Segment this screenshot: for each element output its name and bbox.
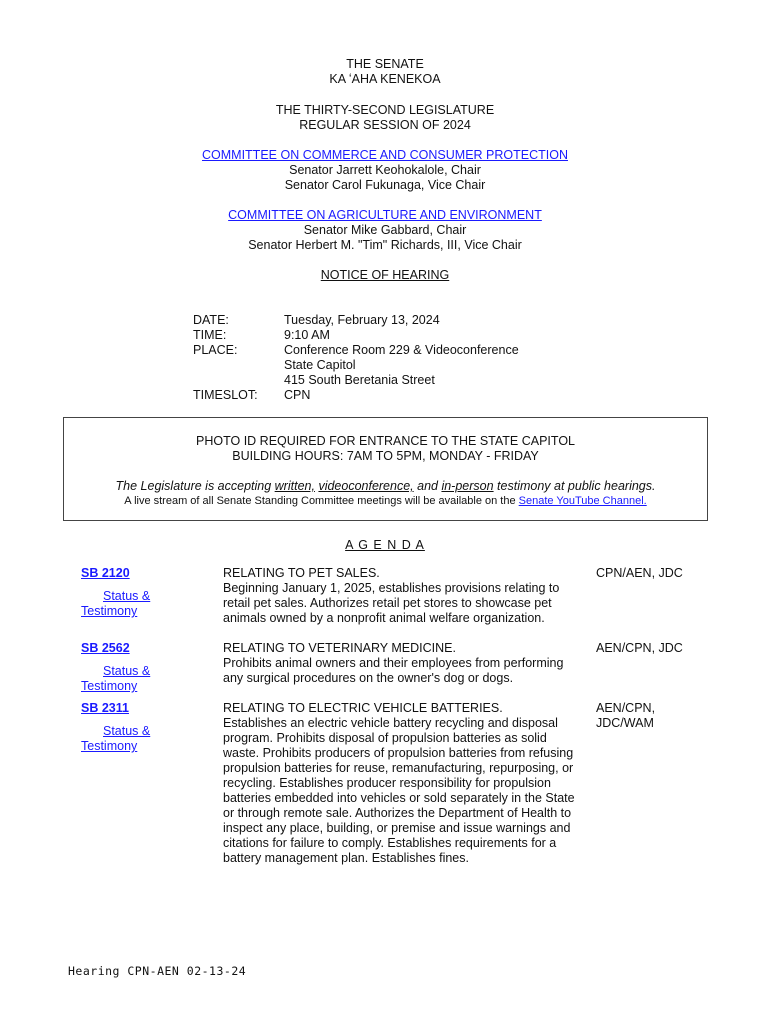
bill-title: RELATING TO ELECTRIC VEHICLE BATTERIES. xyxy=(223,701,503,715)
date-value: Tuesday, February 13, 2024 xyxy=(284,313,440,327)
bill-link-sb2562[interactable]: SB 2562 xyxy=(81,641,130,655)
hearing-footer: Hearing CPN-AEN 02-13-24 xyxy=(68,964,247,978)
committee-aen-chair: Senator Mike Gabbard, Chair xyxy=(303,223,467,237)
photo-id-notice: PHOTO ID REQUIRED FOR ENTRANCE TO THE STATE CAPITOL xyxy=(196,434,575,448)
bill-link-sb2311[interactable]: SB 2311 xyxy=(81,701,129,715)
notice-title: NOTICE OF HEARING xyxy=(320,268,450,282)
timeslot-label: TIMESLOT: xyxy=(193,388,258,402)
building-hours-notice: BUILDING HOURS: 7AM TO 5PM, MONDAY - FRIDAY xyxy=(232,449,539,463)
bill-link-sb2120[interactable]: SB 2120 xyxy=(81,566,130,580)
bill-referral: AEN/CPN, JDC xyxy=(596,641,683,655)
senate-youtube-link[interactable]: Senate YouTube Channel. xyxy=(518,495,647,507)
testimony-notice: The Legislature is accepting written, videoconference, and in-person testimony at public hearings. xyxy=(115,479,656,493)
live-stream-notice: A live stream of all Senate Standing Committee meetings will be available on the Senate YouTube Channel. xyxy=(124,495,647,507)
committee-aen xyxy=(0,208,770,253)
bill-description: RELATING TO PET SALES. Beginning January 1, 2025, establishes provisions relating to retail pet sales. Authorizes retail pet stores to showcase pet animals owned by a nonprofit animal welfare organization. xyxy=(223,566,583,626)
place-value-1: Conference Room 229 & Videoconference xyxy=(284,343,519,357)
session-title: REGULAR SESSION OF 2024 xyxy=(299,118,471,132)
place-value-3: 415 South Beretania Street xyxy=(284,373,435,387)
bill-description: RELATING TO VETERINARY MEDICINE. Prohibits animal owners and their employees from performing any surgical procedures on the owner's dog or dogs. xyxy=(223,641,583,686)
senate-title: THE SENATE xyxy=(346,57,424,71)
status-testimony-link[interactable]: Status & Testimony xyxy=(81,664,151,693)
status-testimony-link[interactable]: Status & Testimony xyxy=(81,724,151,753)
time-label: TIME: xyxy=(193,328,227,342)
committee-aen-vice-chair: Senator Herbert M. "Tim" Richards, III, Vice Chair xyxy=(248,238,522,252)
bill-referral: CPN/AEN, JDC xyxy=(596,566,683,580)
status-testimony-link[interactable]: Status & Testimony xyxy=(81,589,151,618)
place-label: PLACE: xyxy=(193,343,238,357)
in-person-testimony-link[interactable]: in-person xyxy=(441,479,494,493)
session-header xyxy=(0,103,770,133)
date-label: DATE: xyxy=(193,313,229,327)
entrance-notice-box xyxy=(63,417,708,521)
videoconference-testimony-link[interactable]: videoconference, xyxy=(318,479,414,493)
legislature-title: THE THIRTY-SECOND LEGISLATURE xyxy=(275,103,495,117)
written-testimony-link[interactable]: written, xyxy=(274,479,315,493)
place-value-2: State Capitol xyxy=(284,358,356,372)
senate-hawaiian-title: KA ʻAHA KENEKOA xyxy=(329,72,441,86)
notice-of-hearing xyxy=(0,268,770,283)
committee-aen-link[interactable]: COMMITTEE ON AGRICULTURE AND ENVIRONMENT xyxy=(228,208,542,222)
bill-title: RELATING TO VETERINARY MEDICINE. xyxy=(223,641,456,655)
committee-cpn-chair: Senator Jarrett Keohokalole, Chair xyxy=(289,163,481,177)
committee-cpn-link[interactable]: COMMITTEE ON COMMERCE AND CONSUMER PROTECTION xyxy=(202,148,568,162)
agenda-title: A G E N D A xyxy=(345,538,425,552)
bill-description: RELATING TO ELECTRIC VEHICLE BATTERIES. Establishes an electric vehicle battery recycling and disposal program. Prohibits disposal of propulsion batteries as solid waste. Prohibits producers of propulsion batteries from refusing propulsion batteries for reuse, remanufacturing, repurposing, or recycling. Establishes producer responsibility for propulsion batteries embedded into vehicles or sold separately in the State or through remote sale. Authorizes the Department of Health to inspect any place, building, or premise and issue warnings and citations for failure to comply. Establishes requirements for a battery management plan. Establishes fines. xyxy=(223,701,583,866)
time-value: 9:10 AM xyxy=(284,328,330,342)
bill-referral: AEN/CPN, JDC/WAM xyxy=(596,701,656,730)
timeslot-value: CPN xyxy=(284,388,311,402)
committee-cpn xyxy=(0,148,770,193)
bill-title: RELATING TO PET SALES. xyxy=(223,566,380,580)
document-header xyxy=(0,57,770,87)
committee-cpn-vice-chair: Senator Carol Fukunaga, Vice Chair xyxy=(284,178,486,192)
